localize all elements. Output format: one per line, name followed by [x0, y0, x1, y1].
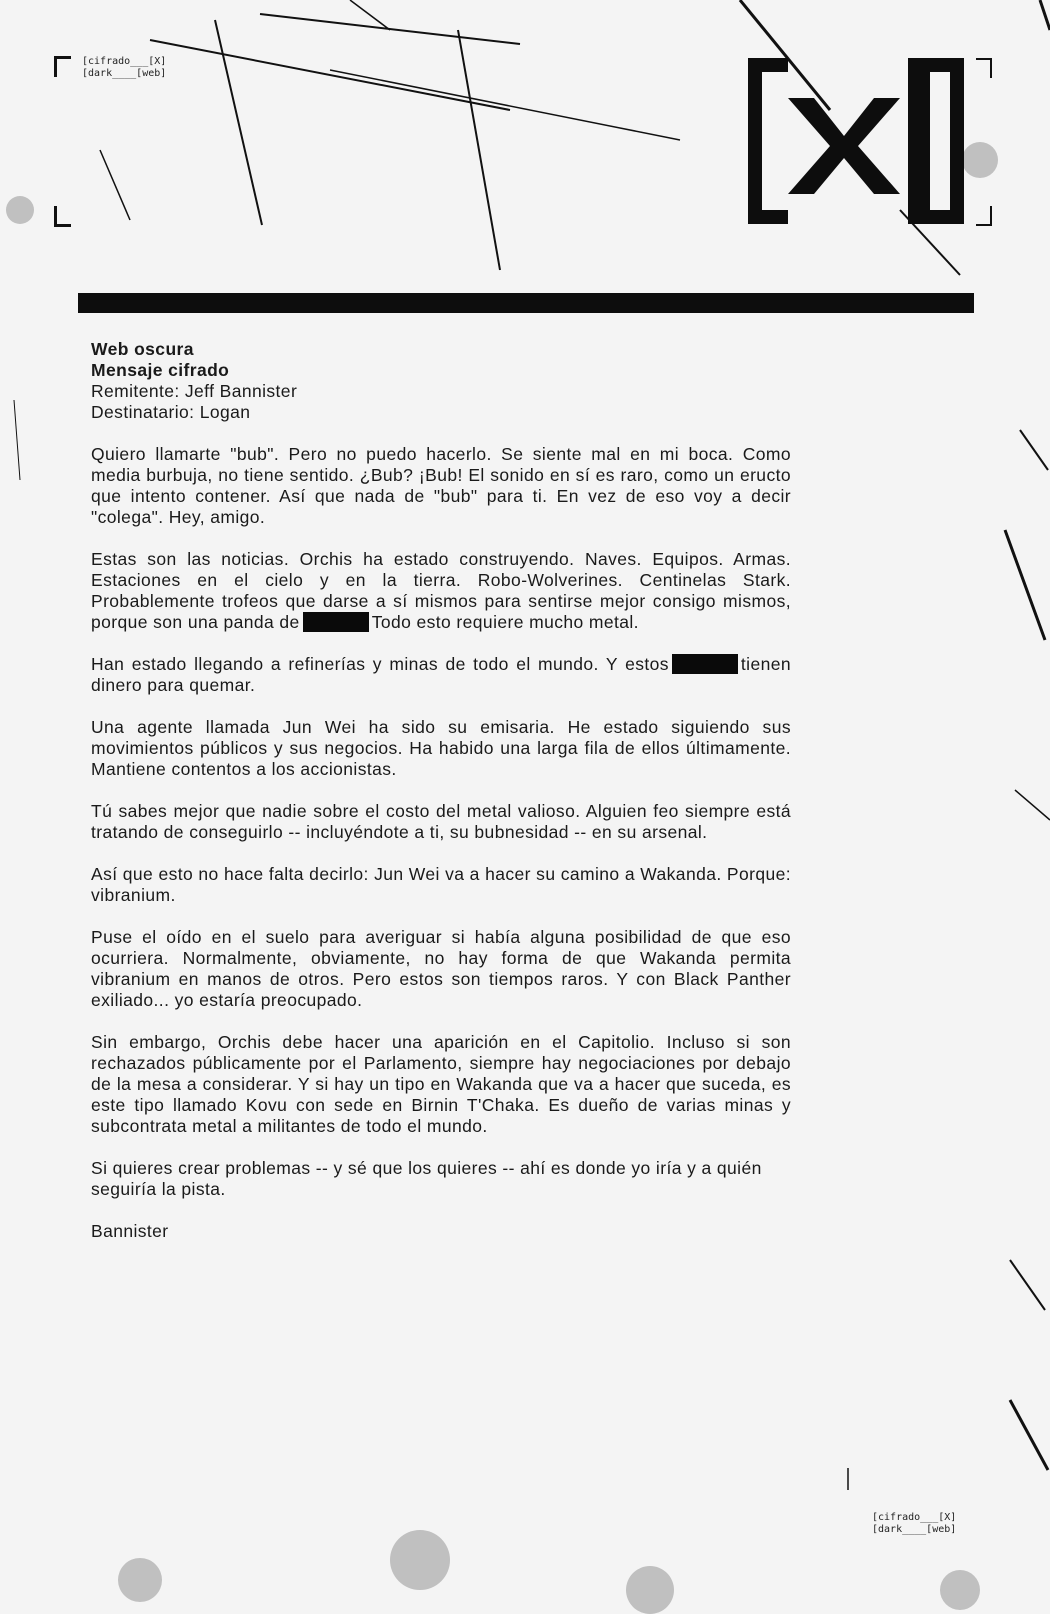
paragraph-6: Así que esto no hace falta decirlo: Jun Wei va a hacer su camino a Wakanda. Porque: vibranium.	[91, 864, 791, 905]
header-line2: Mensaje cifrado	[91, 360, 230, 380]
paragraph-2-part-a: Estas son las noticias. Orchis ha estado construyendo. Naves. Equipos. Armas. Estaciones en el cielo y en la tierra. Robo-Wolverines. Centinelas Stark. Probablemente trofeos que darse a sí mismos para sentirse mejor consigo mismos, porque son una panda de	[91, 549, 791, 632]
dark-web-tag-top	[82, 56, 166, 80]
redaction-block	[672, 654, 738, 674]
paragraph-7: Puse el oído en el suelo para averiguar si había alguna posibilidad de que eso ocurriera. Normalmente, obviamente, no hay forma de que Wakanda permita vibranium en manos de otros. Pero estos son tiempos raros. Y con Black Panther exiliado... yo estaría preocupado.	[91, 927, 791, 1010]
tag-top-line1: [cifrado___[X]	[82, 56, 167, 67]
encrypted-message	[91, 339, 791, 1242]
frame-corner-top-right	[976, 58, 992, 78]
paragraph-1: Quiero llamarte "bub". Pero no puedo hacerlo. Se siente mal en mi boca. Como media burbuja, no tiene sentido. ¿Bub? ¡Bub! El sonido en sí es raro, como un eructo que intento contener. Así que nada de "bub" para ti. En vez de eso voy a decir "colega". Hey, amigo.	[91, 444, 791, 527]
paragraph-2-part-b: Todo esto requiere mucho metal.	[371, 612, 639, 632]
paragraph-2	[91, 549, 791, 633]
sender-line: Remitente: Jeff Bannister	[91, 381, 298, 401]
header-divider-bar	[78, 293, 974, 313]
redaction-block	[303, 612, 369, 632]
dark-web-tag-bottom	[872, 1512, 956, 1536]
signature: Bannister	[91, 1221, 169, 1241]
recipient-line: Destinatario: Logan	[91, 402, 251, 422]
frame-corner-bottom-right	[976, 206, 992, 226]
paragraph-5: Tú sabes mejor que nadie sobre el costo del metal valioso. Alguien feo siempre está tratando de conseguirlo -- incluyéndote a ti, su bubnesidad -- en su arsenal.	[91, 801, 791, 842]
x-bracket-logo-icon	[748, 58, 964, 224]
header-line1: Web oscura	[91, 339, 194, 359]
paragraph-9: Si quieres crear problemas -- y sé que los quieres -- ahí es donde yo iría y a quién seguiría la pista.	[91, 1158, 762, 1199]
tag-bottom-line2: [dark____[web]	[872, 1524, 957, 1535]
paragraph-3-part-a: Han estado llegando a refinerías y minas de todo el mundo. Y estos	[91, 654, 669, 674]
tag-top-line2: [dark____[web]	[82, 68, 167, 79]
tag-bottom-line1: [cifrado___[X]	[872, 1512, 957, 1523]
paragraph-8: Sin embargo, Orchis debe hacer una aparición en el Capitolio. Incluso si son rechazados públicamente por el Parlamento, siempre hay negociaciones por debajo de la mesa a considerar. Y si hay un tipo en Wakanda que va a hacer que suceda, es este tipo llamado Kovu con sede en Birnin T'Chaka. Es dueño de varias minas y subcontrata metal a militantes de todo el mundo.	[91, 1032, 791, 1136]
frame-corner-bottom-left	[54, 206, 71, 227]
frame-corner-top-left	[54, 56, 71, 77]
paragraph-3	[91, 654, 791, 696]
paragraph-4: Una agente llamada Jun Wei ha sido su emisaria. He estado siguiendo sus movimientos públicos y sus negocios. Ha habido una larga fila de ellos últimamente. Mantiene contentos a los accionistas.	[91, 717, 791, 779]
message-header	[91, 339, 791, 423]
paragraph-3-part-b: tienen dinero para quemar.	[91, 654, 791, 695]
